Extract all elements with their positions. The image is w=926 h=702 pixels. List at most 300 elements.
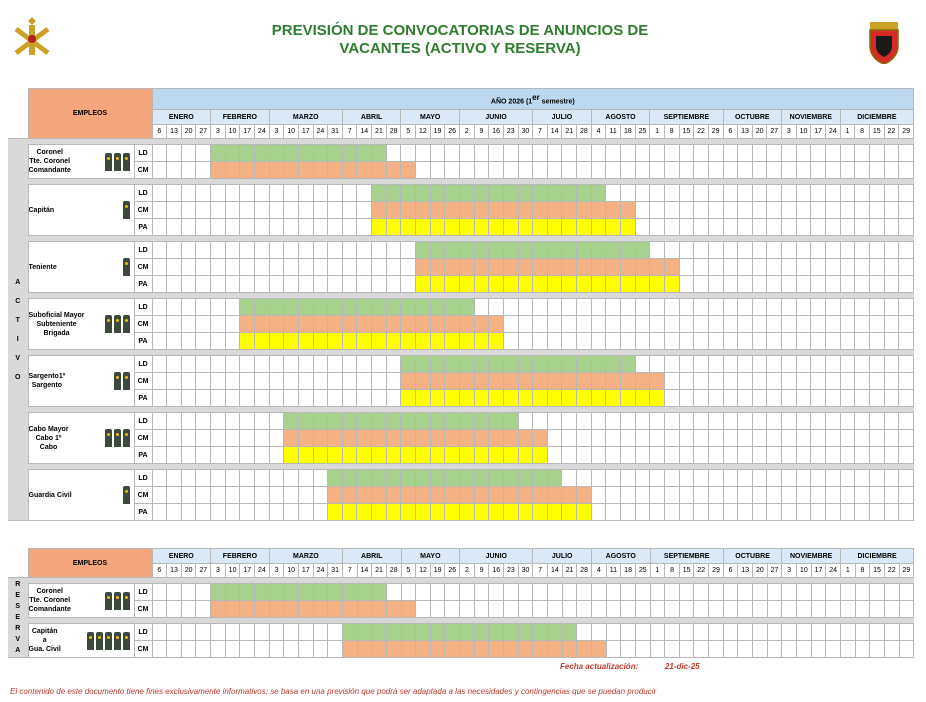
scheduled-cell xyxy=(313,333,328,350)
scheduled-cell xyxy=(459,413,474,430)
day-header: 28 xyxy=(386,564,401,578)
scheduled-cell xyxy=(577,276,592,293)
empty-cell xyxy=(211,316,226,333)
scheduled-cell xyxy=(577,504,592,521)
empty-cell xyxy=(884,185,899,202)
scheduled-cell xyxy=(372,447,387,464)
empty-cell xyxy=(899,299,914,316)
empty-cell xyxy=(533,413,548,430)
scheduled-cell xyxy=(547,202,562,219)
scheduled-cell xyxy=(386,601,401,618)
scheduled-cell xyxy=(518,447,533,464)
scheduled-cell xyxy=(489,487,504,504)
empty-cell xyxy=(694,601,709,618)
scheduled-cell xyxy=(489,219,504,236)
day-header: 3 xyxy=(782,125,797,139)
empty-cell xyxy=(269,373,284,390)
empty-cell xyxy=(152,601,167,618)
empty-cell xyxy=(196,447,211,464)
month-header: AGOSTO xyxy=(591,549,650,564)
scheduled-cell xyxy=(474,641,489,658)
day-header: 30 xyxy=(518,564,533,578)
empty-cell xyxy=(225,316,240,333)
empty-cell xyxy=(664,242,679,259)
scheduled-cell xyxy=(430,185,445,202)
empty-cell xyxy=(255,259,270,276)
empty-cell xyxy=(196,504,211,521)
scheduled-cell xyxy=(225,601,240,618)
empty-cell xyxy=(313,242,328,259)
rank-name: Sargento xyxy=(31,382,63,389)
year-header: AÑO 2026 (1er semestre) xyxy=(152,89,914,110)
day-header: 8 xyxy=(665,564,680,578)
scheduled-cell xyxy=(416,185,431,202)
empty-cell xyxy=(196,390,211,407)
empty-cell xyxy=(752,430,767,447)
day-header: 4 xyxy=(591,125,606,139)
empty-cell xyxy=(884,202,899,219)
empty-cell xyxy=(708,259,723,276)
empty-cell xyxy=(679,185,694,202)
empty-cell xyxy=(196,641,211,658)
empty-cell xyxy=(694,584,709,601)
empty-cell xyxy=(269,470,284,487)
scheduled-cell xyxy=(459,276,474,293)
empty-cell xyxy=(503,299,518,316)
empty-cell xyxy=(269,624,284,641)
scheduled-cell xyxy=(284,316,299,333)
scheduled-cell xyxy=(489,356,504,373)
empleos-header: EMPLEOS xyxy=(28,89,152,139)
empty-cell xyxy=(825,259,840,276)
empty-cell xyxy=(577,333,592,350)
day-header: 22 xyxy=(884,125,899,139)
scheduled-cell xyxy=(503,259,518,276)
scheduled-cell xyxy=(255,601,270,618)
scheduled-cell xyxy=(591,185,606,202)
empty-cell xyxy=(738,259,753,276)
scheduled-cell xyxy=(430,276,445,293)
empty-cell xyxy=(167,299,182,316)
empty-cell xyxy=(738,316,753,333)
scheduled-cell xyxy=(503,202,518,219)
rank-name: Sargento1º xyxy=(28,373,66,380)
empty-cell xyxy=(577,624,592,641)
empty-cell xyxy=(811,584,826,601)
empty-cell xyxy=(298,504,313,521)
day-header: 7 xyxy=(533,125,548,139)
empty-cell xyxy=(357,259,372,276)
scheduled-cell xyxy=(591,202,606,219)
empty-cell xyxy=(796,145,811,162)
scheduled-cell xyxy=(372,333,387,350)
rank-group xyxy=(28,584,134,618)
empty-cell xyxy=(650,299,665,316)
empty-cell xyxy=(797,584,812,601)
empty-cell xyxy=(694,202,709,219)
empty-cell xyxy=(679,242,694,259)
scheduled-cell xyxy=(474,624,489,641)
empty-cell xyxy=(796,333,811,350)
schedule-row xyxy=(8,202,914,219)
empty-cell xyxy=(899,447,914,464)
day-header: 9 xyxy=(474,564,489,578)
empty-cell xyxy=(767,219,782,236)
empty-cell xyxy=(738,185,753,202)
empty-cell xyxy=(489,162,504,179)
empty-cell xyxy=(284,202,299,219)
scheduled-cell xyxy=(416,373,431,390)
month-header: FEBRERO xyxy=(211,110,270,125)
empty-cell xyxy=(884,601,899,618)
scheduled-cell xyxy=(474,276,489,293)
empty-cell xyxy=(167,316,182,333)
empty-cell xyxy=(825,487,840,504)
day-header: 10 xyxy=(225,564,240,578)
scheduled-cell xyxy=(416,430,431,447)
empty-cell xyxy=(269,641,284,658)
scheduled-cell xyxy=(416,259,431,276)
schedule-row xyxy=(8,145,914,162)
empty-cell xyxy=(196,299,211,316)
empty-cell xyxy=(679,316,694,333)
empty-cell xyxy=(752,333,767,350)
scheduled-cell xyxy=(606,276,621,293)
empty-cell xyxy=(459,145,474,162)
empty-cell xyxy=(635,487,650,504)
empty-cell xyxy=(767,356,782,373)
scheduled-cell xyxy=(401,624,416,641)
empty-cell xyxy=(430,145,445,162)
empty-cell xyxy=(489,601,504,618)
day-header: 10 xyxy=(284,564,299,578)
empty-cell xyxy=(752,162,767,179)
empty-cell xyxy=(196,242,211,259)
empty-cell xyxy=(796,276,811,293)
scheduled-cell xyxy=(533,202,548,219)
empty-cell xyxy=(211,299,226,316)
empty-cell xyxy=(460,584,475,601)
scheduled-cell xyxy=(357,504,372,521)
scheduled-cell xyxy=(548,624,563,641)
empty-cell xyxy=(723,316,738,333)
empty-cell xyxy=(591,333,606,350)
scheduled-cell xyxy=(445,276,460,293)
row-type-label: CM xyxy=(134,162,152,179)
empty-cell xyxy=(708,145,723,162)
empty-cell xyxy=(225,276,240,293)
empty-cell xyxy=(562,162,577,179)
empty-cell xyxy=(767,447,782,464)
empty-cell xyxy=(825,470,840,487)
scheduled-cell xyxy=(533,219,548,236)
scheduled-cell xyxy=(211,145,226,162)
empty-cell xyxy=(884,584,899,601)
empty-cell xyxy=(298,276,313,293)
empty-cell xyxy=(255,470,270,487)
empty-cell xyxy=(723,259,738,276)
empty-cell xyxy=(752,413,767,430)
empty-cell xyxy=(767,162,782,179)
rank-group xyxy=(28,356,134,407)
empty-cell xyxy=(357,185,372,202)
row-type-label: CM xyxy=(134,430,152,447)
empty-cell xyxy=(723,470,738,487)
empty-cell xyxy=(811,202,826,219)
empty-cell xyxy=(240,185,255,202)
empty-cell xyxy=(621,145,636,162)
scheduled-cell xyxy=(386,333,401,350)
day-header: 3 xyxy=(269,564,284,578)
empty-cell xyxy=(840,202,855,219)
empty-cell xyxy=(533,584,548,601)
empty-cell xyxy=(547,316,562,333)
empty-cell xyxy=(181,487,196,504)
scheduled-cell xyxy=(489,624,504,641)
scheduled-cell xyxy=(562,624,577,641)
scheduled-cell xyxy=(518,185,533,202)
scheduled-cell xyxy=(459,487,474,504)
scheduled-cell xyxy=(503,373,518,390)
day-header: 2 xyxy=(460,564,475,578)
empty-cell xyxy=(840,259,855,276)
empty-cell xyxy=(869,356,884,373)
scheduled-cell xyxy=(430,219,445,236)
empty-cell xyxy=(181,504,196,521)
empty-cell xyxy=(708,373,723,390)
empty-cell xyxy=(181,430,196,447)
empty-cell xyxy=(679,624,694,641)
empty-cell xyxy=(738,202,753,219)
empty-cell xyxy=(738,641,753,658)
empty-cell xyxy=(181,641,196,658)
empty-cell xyxy=(694,470,709,487)
scheduled-cell xyxy=(533,487,548,504)
empty-cell xyxy=(694,504,709,521)
empty-cell xyxy=(386,242,401,259)
empty-cell xyxy=(811,470,826,487)
empty-cell xyxy=(225,202,240,219)
empty-cell xyxy=(679,333,694,350)
empty-cell xyxy=(899,356,914,373)
empty-cell xyxy=(284,373,299,390)
scheduled-cell xyxy=(489,373,504,390)
empty-cell xyxy=(840,624,855,641)
scheduled-cell xyxy=(489,430,504,447)
day-header: 10 xyxy=(284,125,299,139)
scheduled-cell xyxy=(489,641,504,658)
empty-cell xyxy=(738,584,753,601)
empty-cell xyxy=(855,430,870,447)
scheduled-cell xyxy=(342,584,357,601)
scheduled-cell xyxy=(284,333,299,350)
empty-cell xyxy=(840,333,855,350)
scheduled-cell xyxy=(298,413,313,430)
day-header: 12 xyxy=(416,125,431,139)
empty-cell xyxy=(152,356,167,373)
scheduled-cell xyxy=(342,413,357,430)
empty-cell xyxy=(152,333,167,350)
empty-cell xyxy=(782,162,797,179)
empty-cell xyxy=(518,299,533,316)
empty-cell xyxy=(591,447,606,464)
empty-cell xyxy=(782,145,797,162)
scheduled-cell xyxy=(503,487,518,504)
empty-cell xyxy=(855,242,870,259)
row-type-label: PA xyxy=(134,504,152,521)
empty-cell xyxy=(635,447,650,464)
empty-cell xyxy=(255,242,270,259)
empty-cell xyxy=(899,413,914,430)
empty-cell xyxy=(679,601,694,618)
scheduled-cell xyxy=(533,430,548,447)
empty-cell xyxy=(606,624,621,641)
empty-cell xyxy=(416,584,431,601)
empty-cell xyxy=(225,624,240,641)
scheduled-cell xyxy=(372,624,387,641)
empty-cell xyxy=(767,584,782,601)
empty-cell xyxy=(869,487,884,504)
scheduled-cell xyxy=(430,487,445,504)
scheduled-cell xyxy=(459,259,474,276)
empty-cell xyxy=(825,202,840,219)
empty-cell xyxy=(664,162,679,179)
scheduled-cell xyxy=(489,470,504,487)
scheduled-cell xyxy=(621,242,636,259)
empty-cell xyxy=(562,316,577,333)
rank-insignia-icon xyxy=(123,486,130,504)
empty-cell xyxy=(181,145,196,162)
empleos-header: EMPLEOS xyxy=(28,549,152,578)
empty-cell xyxy=(708,242,723,259)
empty-cell xyxy=(621,413,636,430)
empty-cell xyxy=(752,487,767,504)
empty-cell xyxy=(826,601,841,618)
empty-cell xyxy=(255,487,270,504)
empty-cell xyxy=(328,390,343,407)
empty-cell xyxy=(855,219,870,236)
empty-cell xyxy=(313,504,328,521)
empty-cell xyxy=(855,601,870,618)
empty-cell xyxy=(884,316,899,333)
scheduled-cell xyxy=(518,641,533,658)
empty-cell xyxy=(679,430,694,447)
empty-cell xyxy=(503,162,518,179)
scheduled-cell xyxy=(430,333,445,350)
empty-cell xyxy=(240,242,255,259)
empty-cell xyxy=(621,504,636,521)
empty-cell xyxy=(298,373,313,390)
scheduled-cell xyxy=(225,145,240,162)
empty-cell xyxy=(840,316,855,333)
empty-cell xyxy=(855,470,870,487)
day-header: 15 xyxy=(870,564,885,578)
empty-cell xyxy=(664,356,679,373)
empty-cell xyxy=(694,242,709,259)
scheduled-cell xyxy=(240,299,255,316)
empty-cell xyxy=(284,641,299,658)
scheduled-cell xyxy=(430,202,445,219)
scheduled-cell xyxy=(372,430,387,447)
scheduled-cell xyxy=(664,259,679,276)
empty-cell xyxy=(899,601,914,618)
scheduled-cell xyxy=(342,601,357,618)
empty-cell xyxy=(255,413,270,430)
empty-cell xyxy=(372,356,387,373)
empty-cell xyxy=(870,584,885,601)
empty-cell xyxy=(298,487,313,504)
scheduled-cell xyxy=(401,430,416,447)
empty-cell xyxy=(547,333,562,350)
empty-cell xyxy=(811,276,826,293)
empty-cell xyxy=(723,219,738,236)
row-type-label: LD xyxy=(134,145,152,162)
empty-cell xyxy=(269,487,284,504)
scheduled-cell xyxy=(328,145,343,162)
empty-cell xyxy=(708,316,723,333)
day-header: 19 xyxy=(430,564,445,578)
empty-cell xyxy=(328,185,343,202)
empty-cell xyxy=(752,219,767,236)
empty-cell xyxy=(211,259,226,276)
empty-cell xyxy=(284,356,299,373)
empty-cell xyxy=(299,624,314,641)
scheduled-cell xyxy=(562,185,577,202)
empty-cell xyxy=(518,316,533,333)
empty-cell xyxy=(562,470,577,487)
empty-cell xyxy=(152,162,167,179)
empty-cell xyxy=(738,276,753,293)
scheduled-cell xyxy=(445,373,460,390)
empty-cell xyxy=(401,584,416,601)
empty-cell xyxy=(196,601,211,618)
scheduled-cell xyxy=(460,641,475,658)
empty-cell xyxy=(211,447,226,464)
empty-cell xyxy=(723,162,738,179)
empty-cell xyxy=(870,601,885,618)
empty-cell xyxy=(255,219,270,236)
empty-cell xyxy=(694,316,709,333)
empty-cell xyxy=(240,202,255,219)
scheduled-cell xyxy=(328,601,343,618)
rank-group xyxy=(28,470,134,521)
day-header: 24 xyxy=(825,125,840,139)
scheduled-cell xyxy=(562,259,577,276)
empty-cell xyxy=(342,259,357,276)
empty-cell xyxy=(723,601,738,618)
empty-cell xyxy=(621,299,636,316)
empty-cell xyxy=(752,356,767,373)
empty-cell xyxy=(621,316,636,333)
empty-cell xyxy=(518,584,533,601)
scheduled-cell xyxy=(416,276,431,293)
day-header: 10 xyxy=(225,125,240,139)
empty-cell xyxy=(664,390,679,407)
scheduled-cell xyxy=(357,413,372,430)
empty-cell xyxy=(606,162,621,179)
rank-group xyxy=(28,242,134,293)
empty-cell xyxy=(152,202,167,219)
empty-cell xyxy=(752,504,767,521)
empty-cell xyxy=(386,276,401,293)
day-header: 23 xyxy=(504,564,519,578)
rank-name: Coronel xyxy=(36,149,63,156)
empty-cell xyxy=(196,373,211,390)
empty-cell xyxy=(825,413,840,430)
scheduled-cell xyxy=(416,316,431,333)
scheduled-cell xyxy=(503,447,518,464)
month-header: ENERO xyxy=(152,549,211,564)
